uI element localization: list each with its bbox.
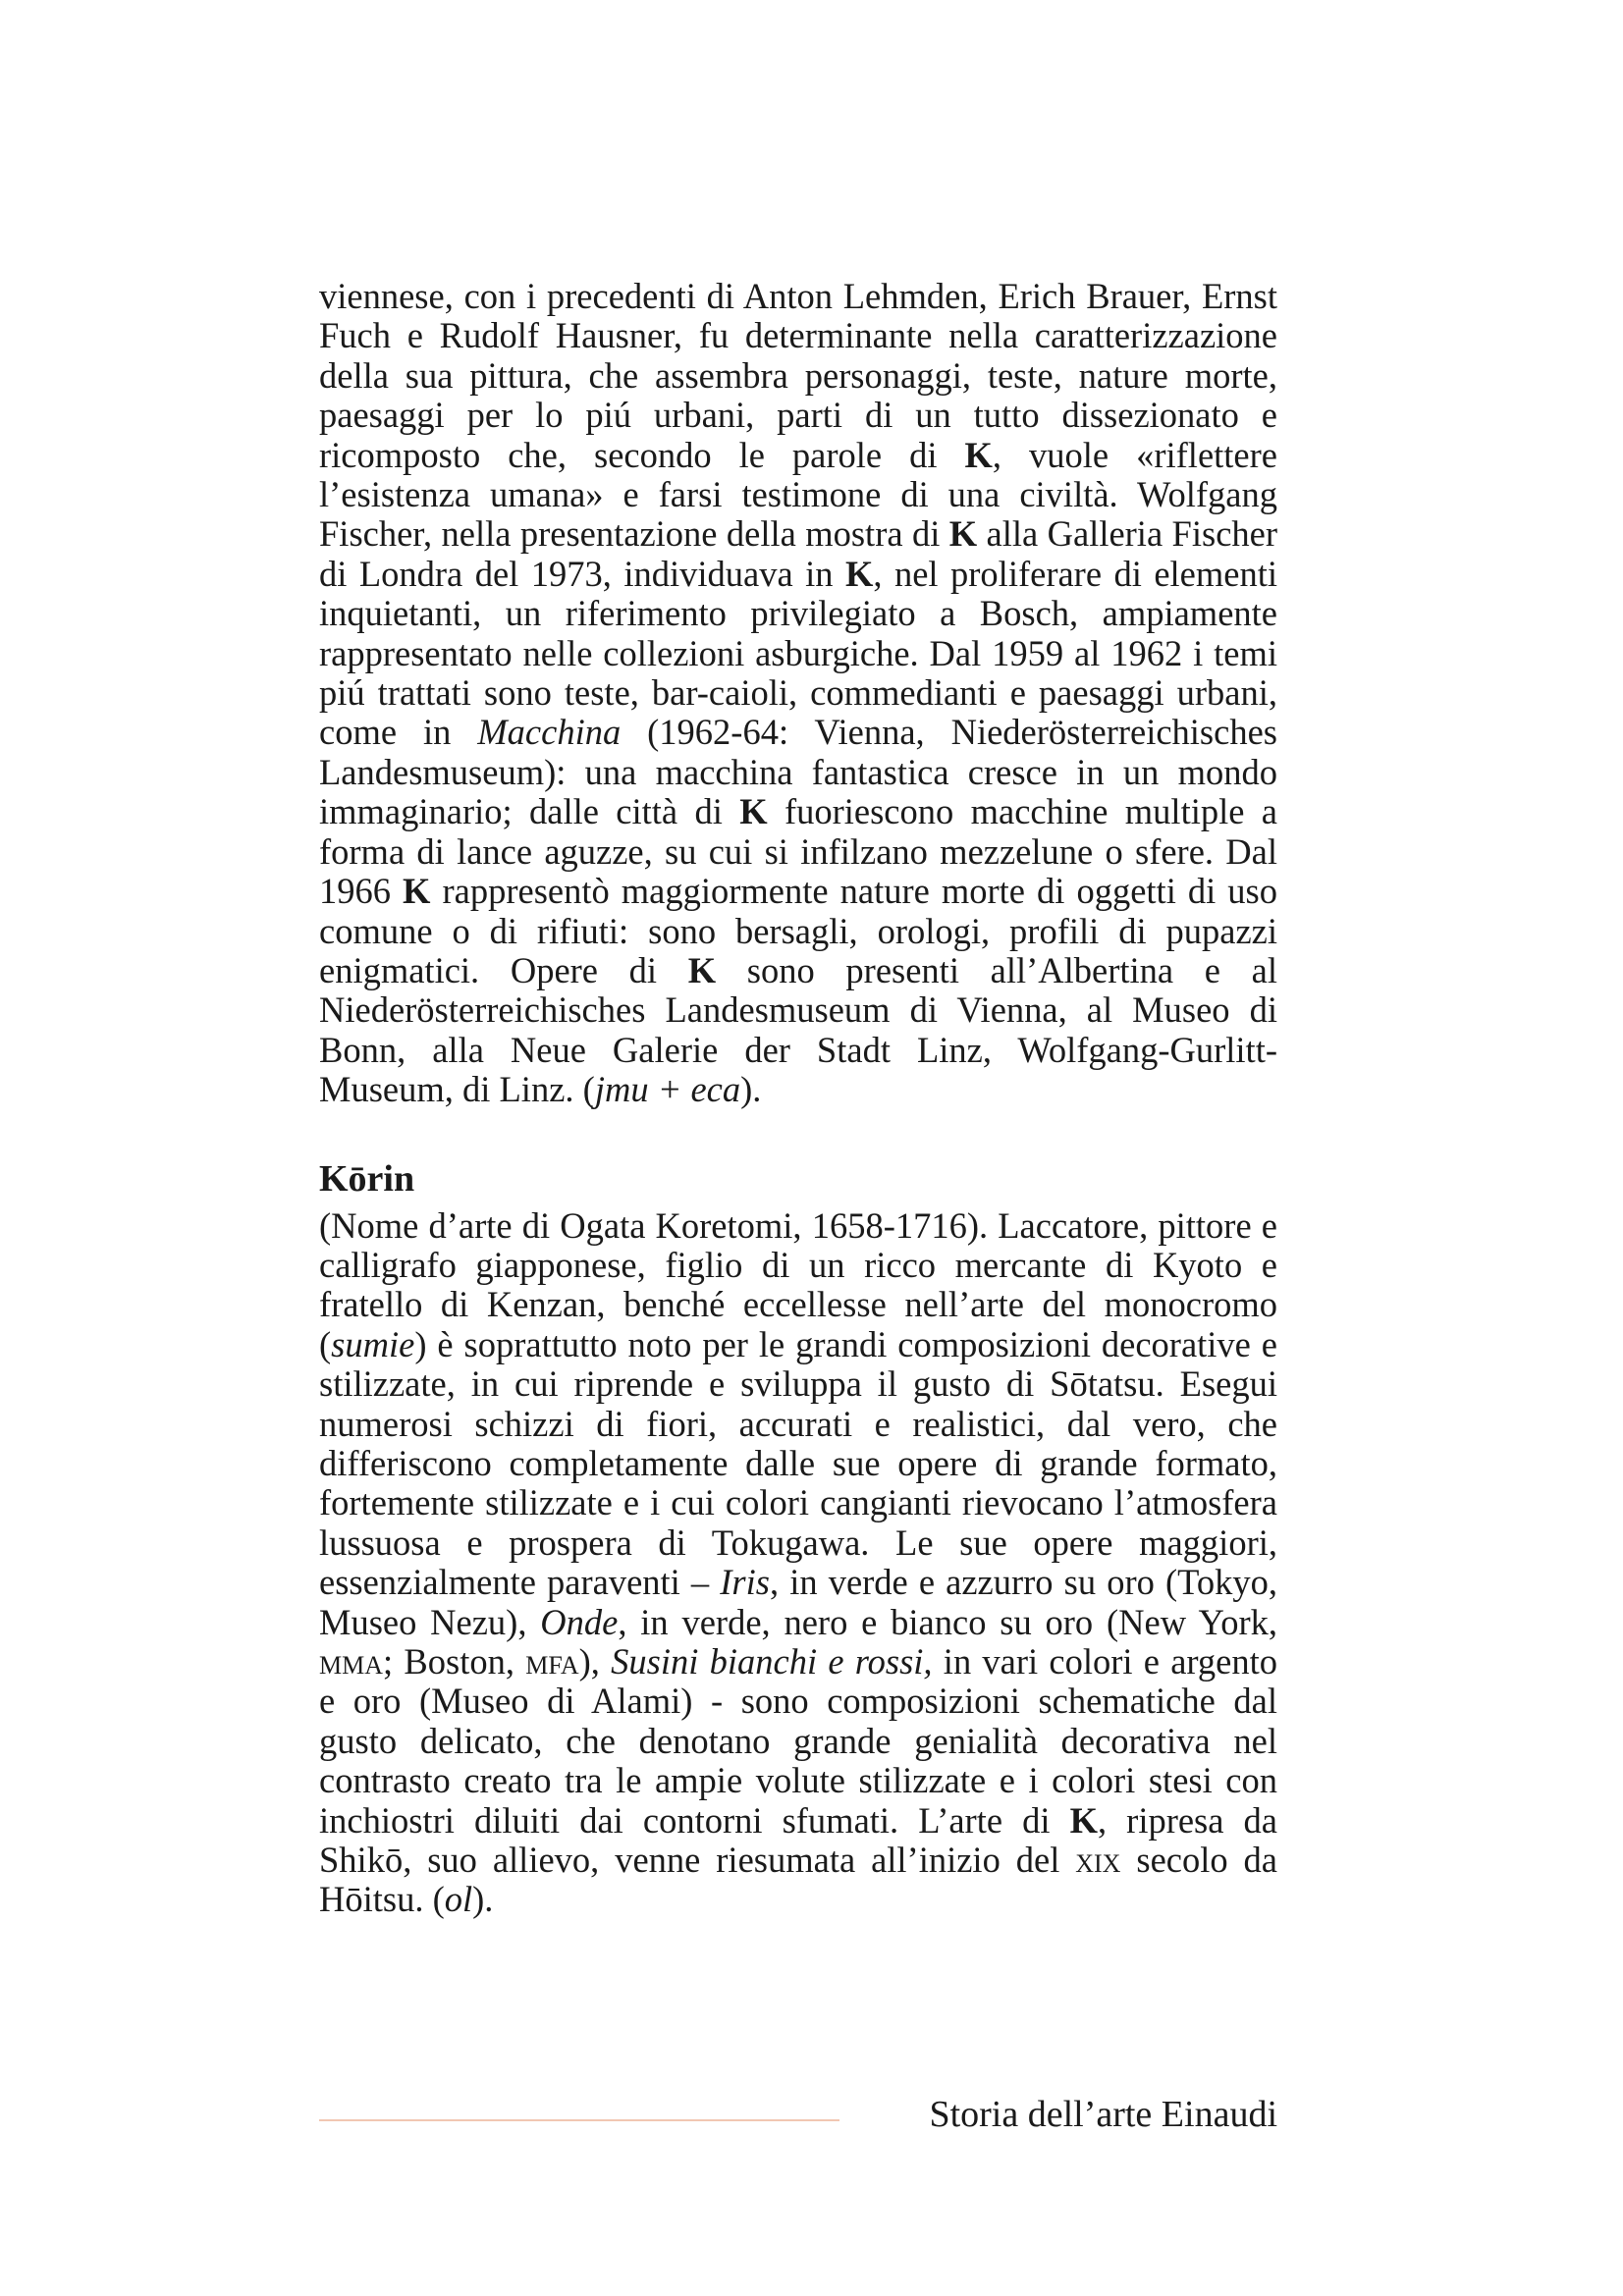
footer-title: Storia dell’arte Einaudi bbox=[929, 2094, 1277, 2135]
bold-abbrev: K bbox=[948, 513, 978, 555]
italic-text: Onde bbox=[540, 1601, 619, 1642]
small-caps-text: mfa bbox=[525, 1641, 579, 1682]
text-run: ). bbox=[740, 1069, 762, 1110]
text-run: , nel proliferare di elementi inquietanti, un riferimento privilegiato a Bosch, ampiamente rappresentato nelle collezioni asburgiche. Dal 1959 al 1962 i temi piú trattati sono teste, bar-caioli, commedianti e paesaggi urbani, come in bbox=[319, 553, 1277, 753]
text-run: (Nome d’arte di Ogata Koretomi, 1658-1716). Laccatore, pittore e calligrafo giapponese, figlio di un ricco mercante di Kyoto e fratello di Kenzan, benché eccellesse nell’arte del monocromo ( bbox=[319, 1204, 1277, 1364]
entry-continued-paragraph bbox=[319, 277, 1277, 1110]
bold-abbrev: K bbox=[687, 949, 717, 990]
text-run: ) è soprattutto noto per le grandi composizioni decorative e stilizzate, in cui riprende e sviluppa il gusto di Sōtatsu. Esegui numerosi schizzi di fiori, accurati e realistici, dal vero, che differiscono completamente dalle sue opere di grande formato, fortemente stilizzate e i cui colori cangianti rievocano l’atmosfera lussuosa e prospera di Tokugawa. Le sue opere maggiori, essenzialmente paraventi – bbox=[319, 1323, 1277, 1603]
bold-abbrev: K bbox=[844, 553, 874, 594]
text-run: ; Boston, bbox=[383, 1641, 526, 1682]
page-footer bbox=[319, 2091, 1277, 2140]
text-run: rappresentò maggiormente nature morte di oggetti di uso comune o di rifiuti: sono bersagli, orologi, profili di pupazzi enigmatici. Opere di bbox=[319, 871, 1277, 990]
italic-text: Iris bbox=[720, 1562, 770, 1603]
text-run: fuoriescono macchine multiple a forma di lance aguzze, su cui si infilzano mezzelune o sfere. Dal 1966 bbox=[319, 791, 1277, 912]
text-run: ). bbox=[472, 1879, 494, 1920]
italic-text: Macchina bbox=[477, 712, 622, 753]
italic-text: ol bbox=[444, 1879, 473, 1920]
bold-abbrev: K bbox=[739, 791, 768, 832]
bold-abbrev: K bbox=[403, 871, 431, 912]
text-run: , ripresa da Shikō, suo allievo, venne riesumata all’inizio del bbox=[319, 1799, 1277, 1881]
bold-abbrev: K bbox=[1069, 1799, 1098, 1841]
text-column bbox=[319, 277, 1277, 1920]
bold-abbrev: K bbox=[964, 434, 993, 475]
text-run: sono presenti all’Albertina e al Niederösterreichisches Landesmuseum di Vienna, al Museo di Bonn, alla Neue Galerie der Stadt Linz, Wolfgang-Gurlitt-Museum, di Linz. ( bbox=[319, 949, 1277, 1110]
text-run: , vuole «riflettere l’esistenza umana» e farsi testimone di una civiltà. Wolfgang Fischer, nella presentazione della mostra di bbox=[319, 434, 1277, 555]
text-run: secolo da Hōitsu. ( bbox=[319, 1840, 1277, 1920]
small-caps-text: mma bbox=[319, 1641, 384, 1682]
text-run: , in verde, nero e bianco su oro (New York, bbox=[618, 1601, 1278, 1642]
italic-text: jmu + eca bbox=[594, 1069, 741, 1110]
entry-korin-paragraph bbox=[319, 1206, 1277, 1920]
text-run: in vari colori e argento e oro (Museo di Alami) - sono composizioni schematiche dal gusto delicato, che denotano grande genialità decorativa nel contrasto creato tra le ampie volute stilizzate e i colori stesi con inchiostri diluiti dai contorni sfumati. L’arte di bbox=[319, 1641, 1277, 1841]
text-run: , in verde e azzurro su oro (Tokyo, Museo Nezu), bbox=[319, 1562, 1277, 1642]
italic-text: Susini bianchi e rossi, bbox=[611, 1641, 933, 1682]
entry-title-korin: Kōrin bbox=[319, 1157, 415, 1200]
text-run: alla Galleria Fischer di Londra del 1973, individuava in bbox=[319, 513, 1277, 594]
text-run: (1962-64: Vienna, Niederösterreichisches Landesmuseum): una macchina fantastica cresce in un mondo immaginario; dalle città di bbox=[319, 712, 1277, 832]
small-caps-text: xix bbox=[1075, 1840, 1121, 1881]
italic-text: sumie bbox=[331, 1323, 415, 1364]
text-run: ), bbox=[578, 1641, 612, 1682]
footer-rule bbox=[319, 2119, 839, 2121]
text-run: viennese, con i precedenti di Anton Lehmden, Erich Brauer, Ernst Fuch e Rudolf Hausner, fu determinante nella caratterizzazione della sua pittura, che assembra personaggi, teste, nature morte, paesaggi per lo piú urbani, parti di un tutto dissezionato e ricomposto che, secondo le parole di bbox=[319, 276, 1277, 475]
